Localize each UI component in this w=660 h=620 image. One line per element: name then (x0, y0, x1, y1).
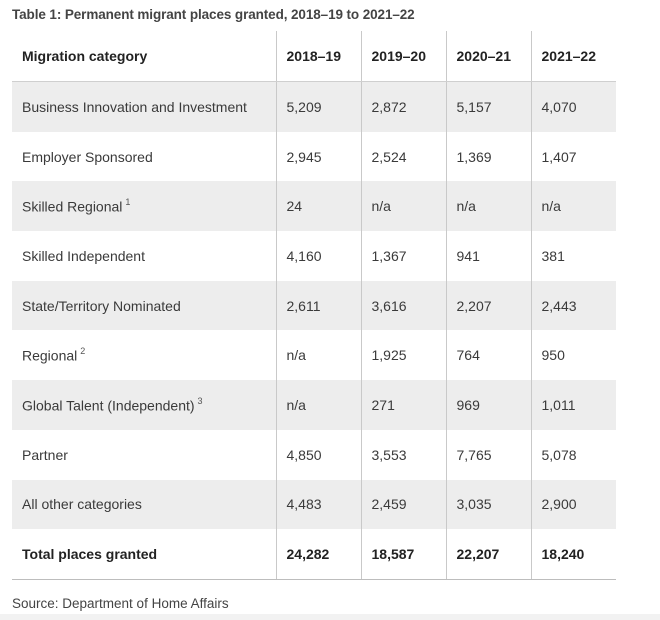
value-cell: 1,925 (361, 330, 446, 380)
table-row (12, 231, 616, 281)
value-cell: 2,872 (361, 82, 446, 132)
value-cell: 1,369 (446, 132, 531, 182)
column-header-2020-21: 2020–21 (446, 31, 531, 82)
category-cell (12, 330, 276, 380)
column-header-2018-19: 2018–19 (276, 31, 361, 82)
total-value-cell: 18,587 (361, 529, 446, 579)
category-label: Partner (22, 446, 68, 463)
table-row (12, 430, 616, 480)
category-cell (12, 380, 276, 430)
value-cell: 2,611 (276, 281, 361, 331)
value-cell: 3,616 (361, 281, 446, 331)
table-row (12, 181, 616, 231)
value-cell: n/a (276, 380, 361, 430)
value-cell: 941 (446, 231, 531, 281)
value-cell: 5,157 (446, 82, 531, 132)
value-cell: 5,078 (531, 430, 616, 480)
value-cell: 1,367 (361, 231, 446, 281)
value-cell: n/a (531, 181, 616, 231)
migration-table (12, 31, 616, 580)
total-value-cell: 18,240 (531, 529, 616, 579)
bottom-divider (0, 614, 660, 620)
category-cell (12, 281, 276, 331)
table-row (12, 82, 616, 132)
category-label: State/Territory Nominated (22, 297, 181, 314)
value-cell: 764 (446, 330, 531, 380)
category-label: Global Talent (Independent) (22, 397, 195, 414)
category-cell (12, 82, 276, 132)
category-label: Skilled Independent (22, 247, 145, 264)
category-cell (12, 480, 276, 530)
value-cell: 2,207 (446, 281, 531, 331)
footnote-marker: 3 (197, 395, 203, 406)
column-header-2019-20: 2019–20 (361, 31, 446, 82)
value-cell: 271 (361, 380, 446, 430)
header-row (12, 31, 616, 82)
column-header-2021-22: 2021–22 (531, 31, 616, 82)
table-row (12, 380, 616, 430)
category-label: Employer Sponsored (22, 148, 153, 165)
table-row (12, 330, 616, 380)
category-label: Skilled Regional (22, 198, 123, 215)
table-row (12, 480, 616, 530)
total-label: Total places granted (12, 529, 276, 579)
table-caption: Table 1: Permanent migrant places granted, 2018–19 to 2021–22 (12, 7, 415, 22)
value-cell: 2,900 (531, 480, 616, 530)
total-row (12, 529, 616, 579)
value-cell: 2,945 (276, 132, 361, 182)
value-cell: 3,035 (446, 480, 531, 530)
value-cell: n/a (276, 330, 361, 380)
total-value-cell: 24,282 (276, 529, 361, 579)
category-label: Business Innovation and Investment (22, 98, 247, 115)
source-note: Source: Department of Home Affairs (12, 596, 229, 611)
category-cell (12, 430, 276, 480)
footnote-marker: 1 (125, 196, 131, 207)
value-cell: 4,160 (276, 231, 361, 281)
category-cell (12, 181, 276, 231)
value-cell: n/a (446, 181, 531, 231)
value-cell: 969 (446, 380, 531, 430)
value-cell: 4,070 (531, 82, 616, 132)
value-cell: 24 (276, 181, 361, 231)
category-cell (12, 132, 276, 182)
column-header-category: Migration category (12, 31, 276, 82)
value-cell: 950 (531, 330, 616, 380)
value-cell: 2,443 (531, 281, 616, 331)
value-cell: 3,553 (361, 430, 446, 480)
value-cell: 7,765 (446, 430, 531, 480)
value-cell: 1,011 (531, 380, 616, 430)
table-row (12, 132, 616, 182)
total-value-cell: 22,207 (446, 529, 531, 579)
value-cell: 2,459 (361, 480, 446, 530)
value-cell: 4,483 (276, 480, 361, 530)
value-cell: 1,407 (531, 132, 616, 182)
value-cell: 2,524 (361, 132, 446, 182)
category-label: Regional (22, 347, 78, 364)
value-cell: 4,850 (276, 430, 361, 480)
table-row (12, 281, 616, 331)
category-cell (12, 231, 276, 281)
footnote-marker: 2 (80, 345, 86, 356)
value-cell: n/a (361, 181, 446, 231)
category-label: All other categories (22, 496, 142, 513)
value-cell: 5,209 (276, 82, 361, 132)
value-cell: 381 (531, 231, 616, 281)
